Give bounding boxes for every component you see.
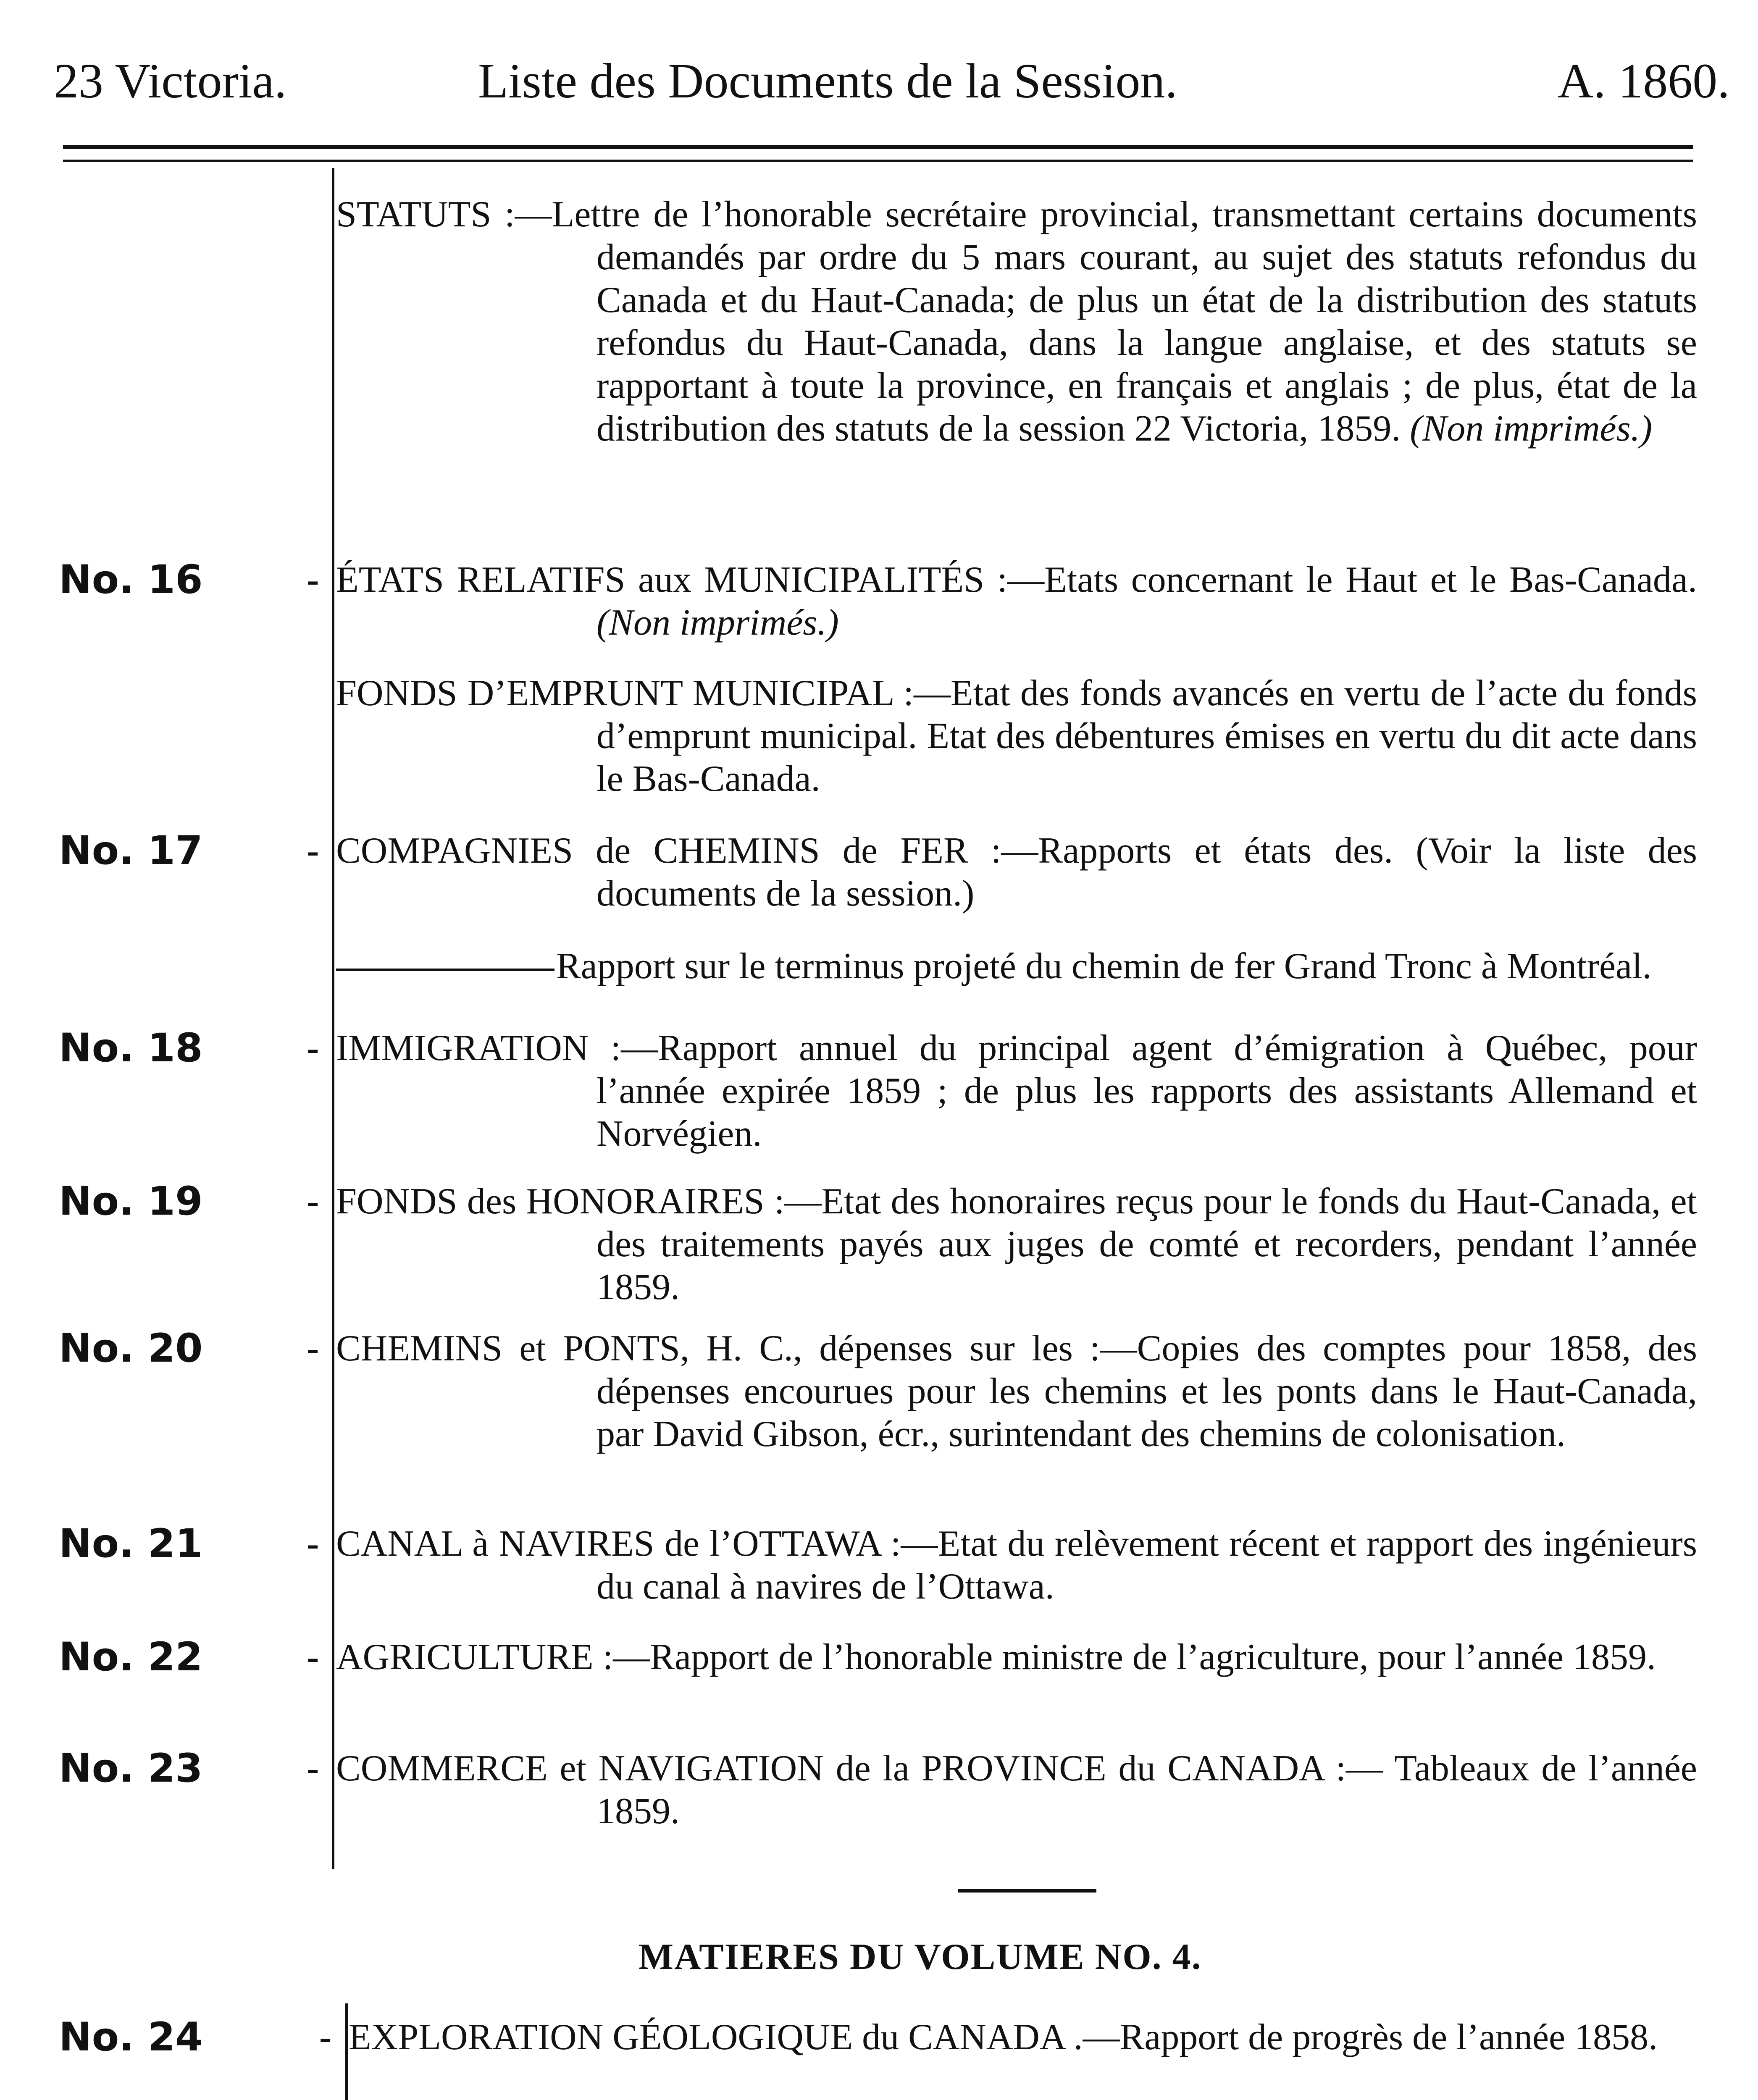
entry-number: No. 18 — [59, 1025, 203, 1071]
entry-dash: - — [307, 559, 319, 600]
entry-number: No. 21 — [59, 1521, 203, 1567]
section-title: MATIERES DU VOLUME NO. 4. — [639, 1937, 1202, 1977]
list-item — [336, 193, 1697, 450]
header-center: Liste des Documents de la Session. — [478, 53, 1177, 108]
list-item — [336, 1636, 1697, 1679]
list-item — [336, 945, 1697, 988]
entry-number: No. 16 — [59, 557, 203, 603]
entry-text: STATUTS :—Lettre de l’honorable secrétaire provincial, transmettant certains documents demandés par ordre du 5 mars courant, au sujet des statuts refondus du Canada et du Haut-Canada; de plus un état de la distribution des statuts refondus du Haut-Canada, dans la langue anglaise, et des statuts se rapportant à toute la province, en français et anglais ; de plus, état de la distribution des statuts de la session 22 Victoria, 1859. — [336, 194, 1697, 449]
header-rule-thick — [63, 145, 1693, 149]
header-left: 23 Victoria. — [54, 53, 287, 108]
entry-text: EXPLORATION GÉOLOGIQUE du CANADA .—Rapport de progrès de l’année 1858. — [349, 2017, 1658, 2058]
entry-text: Rapport sur le terminus projeté du chemin de fer Grand Tronc à Montréal. — [556, 946, 1652, 987]
list-item — [336, 1327, 1697, 1456]
entry-dash: - — [319, 2017, 332, 2058]
entry-dash: - — [307, 1181, 319, 1222]
entry-text: COMMERCE et NAVIGATION de la PROVINCE du CANADA :— Tableaux de l’année 1859. — [336, 1748, 1697, 1832]
list-item — [336, 672, 1697, 801]
entry-number: No. 20 — [59, 1326, 203, 1371]
list-item — [336, 1180, 1697, 1309]
running-header — [54, 50, 1730, 113]
entry-text: FONDS D’EMPRUNT MUNICIPAL :—Etat des fonds avancés en vertu de l’acte du fonds d’emprunt municipal. Etat des débentures émises en vertu du dit acte dans le Bas-Canada. — [336, 673, 1697, 799]
entry-dash: - — [307, 1748, 319, 1789]
entry-dash: - — [307, 1028, 319, 1068]
list-item — [336, 830, 1697, 915]
entry-text: CANAL à NAVIRES de l’OTTAWA :—Etat du relèvement récent et rapport des ingénieurs du canal à navires de l’Ottawa. — [336, 1523, 1697, 1607]
entry-text: AGRICULTURE :—Rapport de l’honorable ministre de l’agriculture, pour l’année 1859. — [336, 1637, 1656, 1677]
header-rule-thin — [63, 160, 1693, 162]
column-divider-top — [332, 168, 334, 1869]
entry-text: ÉTATS RELATIFS aux MUNICIPALITÉS :—Etats concernant le Haut et le Bas-Canada. — [336, 559, 1697, 600]
list-item — [349, 2016, 1697, 2059]
list-item — [336, 559, 1697, 644]
entry-note: (Non imprimés.) — [1410, 408, 1653, 449]
list-item — [336, 1747, 1697, 1833]
entry-number: No. 17 — [59, 828, 203, 874]
list-item — [336, 1027, 1697, 1155]
entry-text: COMPAGNIES de CHEMINS de FER :—Rapports et états des. (Voir la liste des documents de la session.) — [336, 830, 1697, 914]
entry-number: No. 24 — [59, 2014, 203, 2060]
entry-text: FONDS des HONORAIRES :—Etat des honoraires reçus pour le fonds du Haut-Canada, et des traitements payés aux juges de comté et recorders, pendant l’année 1859. — [336, 1181, 1697, 1307]
list-item — [336, 1522, 1697, 1608]
entry-number: No. 19 — [59, 1179, 203, 1224]
entry-dash: - — [307, 1328, 319, 1369]
ditto-rule — [336, 969, 554, 971]
entry-dash: - — [307, 1637, 319, 1677]
entry-dash: - — [307, 1523, 319, 1564]
entry-text: IMMIGRATION :—Rapport annuel du principal agent d’émigration à Québec, pour l’année expirée 1859 ; de plus les rapports des assistants Allemand et Norvégien. — [336, 1028, 1697, 1154]
entry-number: No. 23 — [59, 1746, 203, 1791]
entry-text: CHEMINS et PONTS, H. C., dépenses sur les :—Copies des comptes pour 1858, des dépenses encourues pour les chemins et les ponts dans le Haut-Canada, par David Gibson, écr., surintendant des chemins de colonisation. — [336, 1328, 1697, 1454]
entry-note: (Non imprimés.) — [597, 602, 839, 643]
section-separator — [958, 1889, 1096, 1893]
column-divider-bottom — [345, 2003, 348, 2100]
entry-dash: - — [307, 830, 319, 871]
header-right: A. 1860. — [1558, 53, 1730, 108]
entry-number: No. 22 — [59, 1634, 203, 1680]
